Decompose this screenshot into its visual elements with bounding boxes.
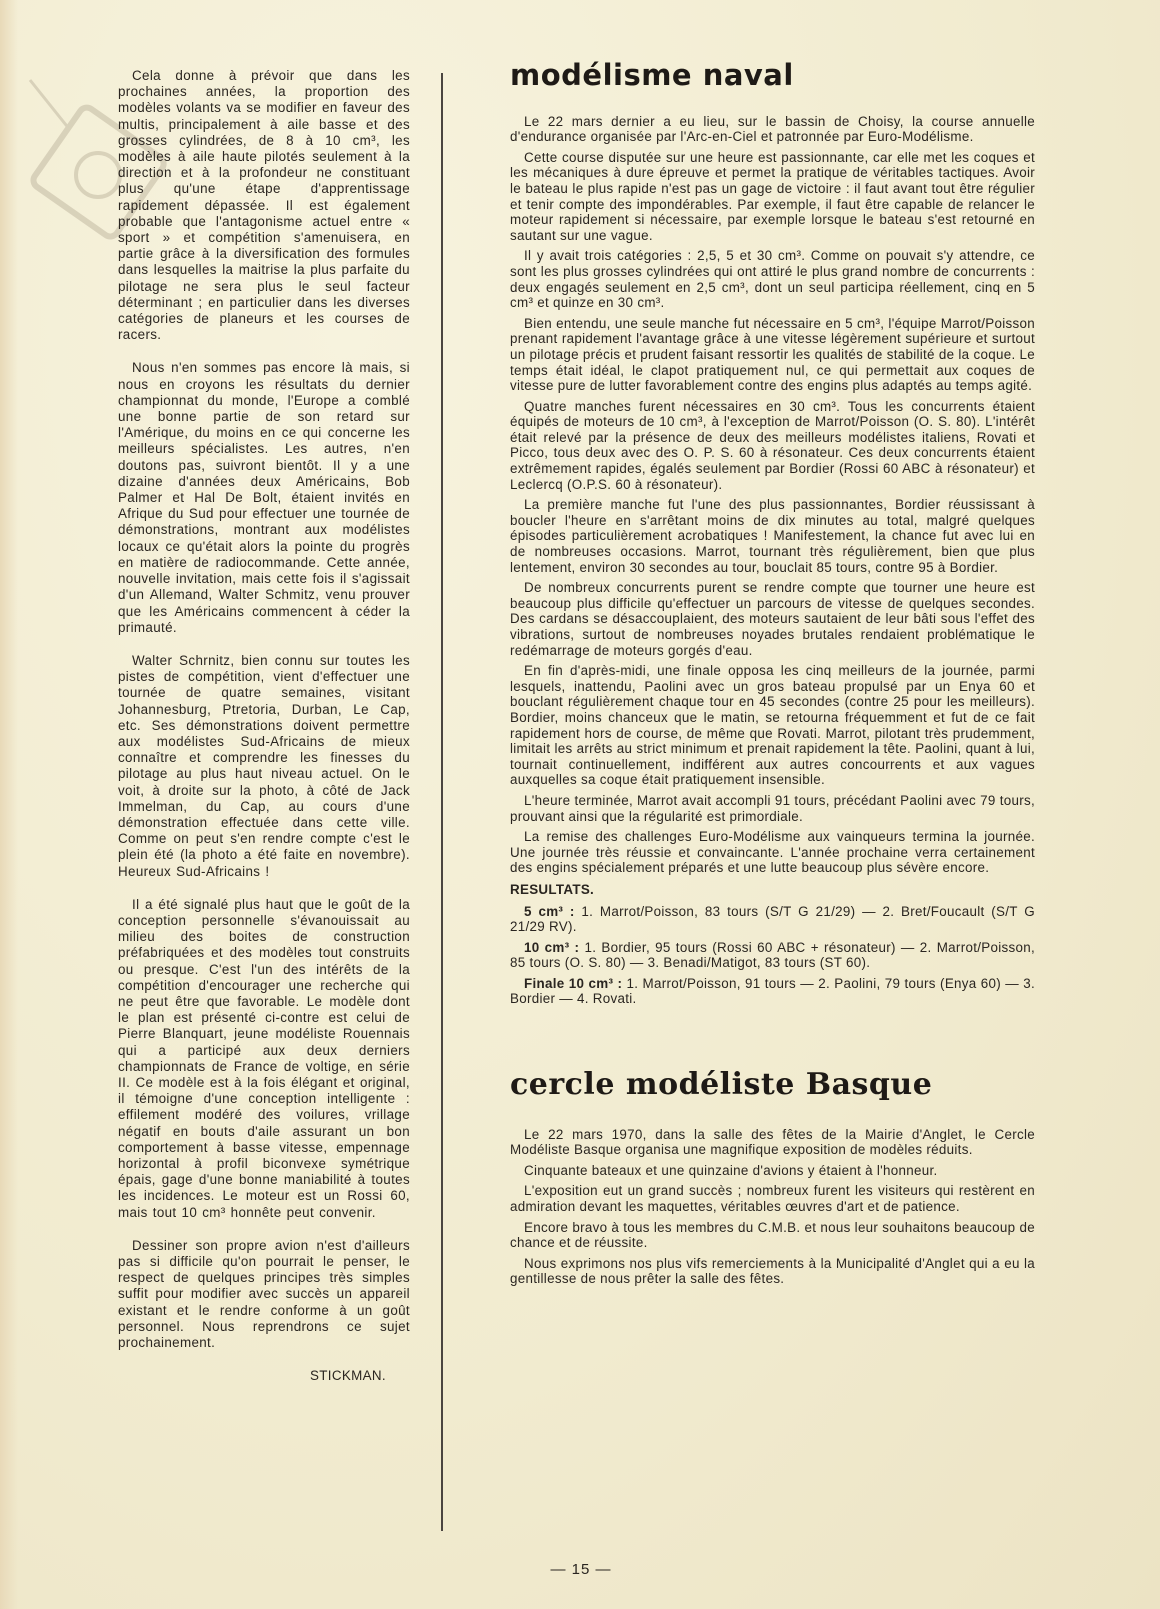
right-column [510, 60, 1035, 1292]
column-divider [441, 73, 443, 1531]
result-category: 5 cm³ : [524, 903, 575, 919]
naval-paragraph: Bien entendu, une seule manche fut nécessaire en 5 cm³, l'équipe Marrot/Poisson prenant rapidement l'avantage grâce à une vitesse légèrement supérieure et surtout un pilotage précis et prudent faisant ressortir les qualités de stabilité de la coque. Le temps était idéal, le clapot pratiquement nul, ce qui permettait aux coques de vitesse pure de lutter favorablement contre des engins plus adaptés au temps agité. [510, 315, 1035, 394]
page-number: — 15 — [550, 1561, 612, 1578]
page-edge-shadow [0, 0, 18, 1609]
naval-paragraph: De nombreux concurrents purent se rendre compte que tourner une heure est beaucoup plus difficile qu'effectuer un parcours de vitesse de quelques secondes. Des cardans se désaccouplaient, des moteurs sautaient de leur bâti sous l'effet des vibrations, surtout de nombreuses noyades brutales rendaient problématique le redémarrage de moteurs gorgés d'eau. [510, 580, 1035, 658]
left-paragraph: Dessiner son propre avion n'est d'ailleurs pas si difficile qu'on pourrait le penser, le respect de quelques principes très simples suffit pour modifier avec succès un appareil existant et le rendre conforme à un goût personnel. Nous reprendrons ce sujet prochainement. [118, 1237, 410, 1351]
naval-paragraph: Cette course disputée sur une heure est passionnante, car elle met les coques et les mécaniques à dure épreuve et permet la pratique de véritables tactiques. Avoir le bateau le plus rapide n'est pas un gage de victoire : il faut avant tout être régulier et tenir compte des impondérables. Par exemple, il faut être capable de relancer le moteur rapidement si nécessaire, par exemple lorsque le bateau s'est retourné en sautant sur une vague. [510, 149, 1035, 243]
article-basque-body [510, 1127, 1035, 1287]
left-paragraph: Walter Schrnitz, bien connu sur toutes les pistes de compétition, vient d'effectuer une tournée de quatre semaines, visitant Johannesburg, Ptretoria, Durban, Le Cap, etc. Ses démonstrations doivent permettre aux modélistes Sud-Africains de mieux connaître et comprendre les finesses du pilotage au plus haut niveau actuel. On le voit, à droite sur la photo, à côté de Jack Immelman, du Cap, au cours d'une démonstration effectuée dans cette ville. Comme on peut s'en rendre compte c'est le plein été (la photo a été faite en novembre). Heureux Sud-Africains ! [118, 652, 410, 879]
result-text: 1. Marrot/Poisson, 91 tours — 2. Paolini, 79 tours (Enya 60) — 3. Bordier — 4. Rovati. [510, 975, 1035, 1007]
article-title-basque: cercle modéliste Basque [510, 1067, 933, 1103]
left-paragraph: Il a été signalé plus haut que le goût de la conception personnelle s'évanouissait au milieu des boites de construction préfabriquées et des modèles tout construits ou presque. C'est l'un des intérêts de la compétition d'encourager une recherche qui ne peut être que favorable. Le modèle dont le plan est présenté ci-contre est celui de Pierre Blanquart, jeune modéliste Rouennais qui a participé aux deux derniers championnats de France de voltige, en série II. Ce modèle est à la fois élégant et original, il témoigne d'une conception intelligente : effilement modéré des voilures, vrillage négatif en bouts d'aile assurant un bon comportement à basse vitesse, empennage horizontal à profil biconvexe symétrique épais, gage d'une bonne maniabilité à toutes les incidences. Le moteur est un Rossi 60, mais tout 10 cm³ honnête peut convenir. [118, 896, 410, 1220]
result-category: Finale 10 cm³ : [524, 975, 623, 991]
result-item [510, 940, 1035, 971]
result-text: 1. Bordier, 95 tours (Rossi 60 ABC + résonateur) — 2. Marrot/Poisson, 85 tours (O. S. 80) — 3. Benadi/Matigot, 83 tours (ST 60). [510, 939, 1035, 971]
naval-paragraph: La première manche fut l'une des plus passionnantes, Bordier réussissant à boucler l'heure en s'arrêtant moins de dix minutes au total, malgré quelques épisodes particulièrement acrobatiques ! Manifestement, la chance fut avec lui en de nombreuses occasions. Marrot, tournant très régulièrement, bien que plus lentement, environ 30 secondes au tour, bouclait 85 tours, contre 95 à Bordier. [510, 497, 1035, 575]
basque-paragraph: Encore bravo à tous les membres du C.M.B. et nous leur souhaitons beaucoup de chance et de réussite. [510, 1219, 1035, 1251]
article-naval-body [510, 114, 1035, 1007]
naval-paragraph: En fin d'après-midi, une finale opposa les cinq meilleurs de la journée, parmi lesquels, inattendu, Paolini avec un gros bateau propulsé par un Enya 60 et bouclant régulièrement chaque tour en 45 secondes (contre 25 pour les meilleurs). Bordier, moins chanceux que le matin, se retourna fréquemment et fut de ce fait rapidement hors de course, de même que Rovati. Marrot, pilotant très prudemment, limitait les arrêts au strict minimum et prenait rapidement la tête. Paolini, quant à lui, tournait continuellement, indifférent aux autres concourrents et aux vagues auxquelles sa coque était pratiquement insensible. [510, 663, 1035, 788]
naval-paragraph: Quatre manches furent nécessaires en 30 cm³. Tous les concurrents étaient équipés de moteurs de 10 cm³, à l'exception de Marrot/Poisson (O. S. 80). L'intérêt était relevé par la présence de deux des meilleurs modélistes italiens, Rovati et Picco, tous deux avec des O. P. S. 60 à résonateur. Ces deux concurrents étaient extrêmement rapides, égalés seulement par Bordier (Rossi 60 ABC à résonateur) et Leclercq (O.P.S. 60 à résonateur). [510, 398, 1035, 492]
left-paragraph: Nous n'en sommes pas encore là mais, si nous en croyons les résultats du dernier championnat du monde, l'Europe a comblé une bonne partie de son retard sur l'Amérique, du moins en ce qui concerne les meilleurs spécialistes. Les autres, n'en doutons pas, suivront bientôt. Il y a une dizaine d'années deux Américains, Bob Palmer et Hal De Bolt, étaient invités en Afrique du Sud pour effectuer une tournée de démonstrations, montrant aux modélistes locaux ce qu'était alors la pointe du progrès en matière de radiocommande. Cette année, nouvelle invitation, mais cette fois il s'agissait d'un Allemand, Walter Schmitz, venu prouver que les Américains commencent à céder la primauté. [118, 360, 410, 635]
results-heading: RESULTATS. [510, 881, 595, 897]
result-category: 10 cm³ : [524, 939, 580, 955]
basque-paragraph: L'exposition eut un grand succès ; nombreux furent les visiteurs qui restèrent en admiration devant les maquettes, véritables œuvres d'art et de patience. [510, 1183, 1035, 1215]
basque-paragraph: Cinquante bateaux et une quinzaine d'avions y étaient à l'honneur. [524, 1162, 938, 1178]
basque-paragraph: Le 22 mars 1970, dans la salle des fêtes de la Mairie d'Anglet, le Cercle Modéliste Basque organisa une magnifique exposition de modèles réduits. [510, 1126, 1035, 1158]
result-item [510, 904, 1035, 935]
left-column-text [118, 68, 410, 1401]
left-paragraph: Cela donne à prévoir que dans les prochaines années, la proportion des modèles volants va se modifier en faveur des multis, principalement à aile basse et des grosses cylindrées, de 8 à 10 cm³, les modèles à aile haute pilotés seulement à la direction et à la profondeur ne constituant plus qu'une étape d'apprentissage rapidement dépassée. Il est également probable que l'antagonisme actuel entre « sport » et compétition s'amenuisera, en partie grâce à la diversification des formules dans lesquelles la maitrise la plus parfaite du pilotage ne sera plus le seul facteur déterminant ; en particulier dans les diverses catégories de planeurs et les courses de racers. [118, 68, 410, 343]
article-title-naval: modélisme naval [510, 58, 794, 92]
naval-paragraph: La remise des challenges Euro-Modélisme aux vainqueurs termina la journée. Une journée très réussie et convaincante. L'année prochaine verra certainement des engins spécialement préparés et une lutte beaucoup plus sévère encore. [510, 829, 1035, 876]
author-signature: STICKMAN. [309, 1368, 386, 1384]
result-text: 1. Marrot/Poisson, 83 tours (S/T G 21/29) — 2. Bret/Foucault (S/T G 21/29 RV). [510, 903, 1035, 935]
basque-paragraph: Nous exprimons nos plus vifs remerciements à la Municipalité d'Anglet qui a eu la gentillesse de nous prêter la salle des fêtes. [510, 1255, 1035, 1287]
naval-paragraph: Le 22 mars dernier a eu lieu, sur le bassin de Choisy, la course annuelle d'endurance organisée par l'Arc-en-Ciel et patronnée par Euro-Modélisme. [510, 113, 1035, 145]
result-item [510, 976, 1035, 1007]
naval-paragraph: Il y avait trois catégories : 2,5, 5 et 30 cm³. Comme on pouvait s'y attendre, ce sont les plus grosses cylindrées qui ont attiré le plus grand nombre de concurrents : deux engagés seulement en 2,5 cm³, dont un seul participa réellement, cinq en 5 cm³ et quinze en 30 cm³. [510, 248, 1035, 311]
naval-paragraph: L'heure terminée, Marrot avait accompli 91 tours, précédant Paolini avec 79 tours, prouvant ainsi que la régularité est primordiale. [510, 792, 1035, 824]
